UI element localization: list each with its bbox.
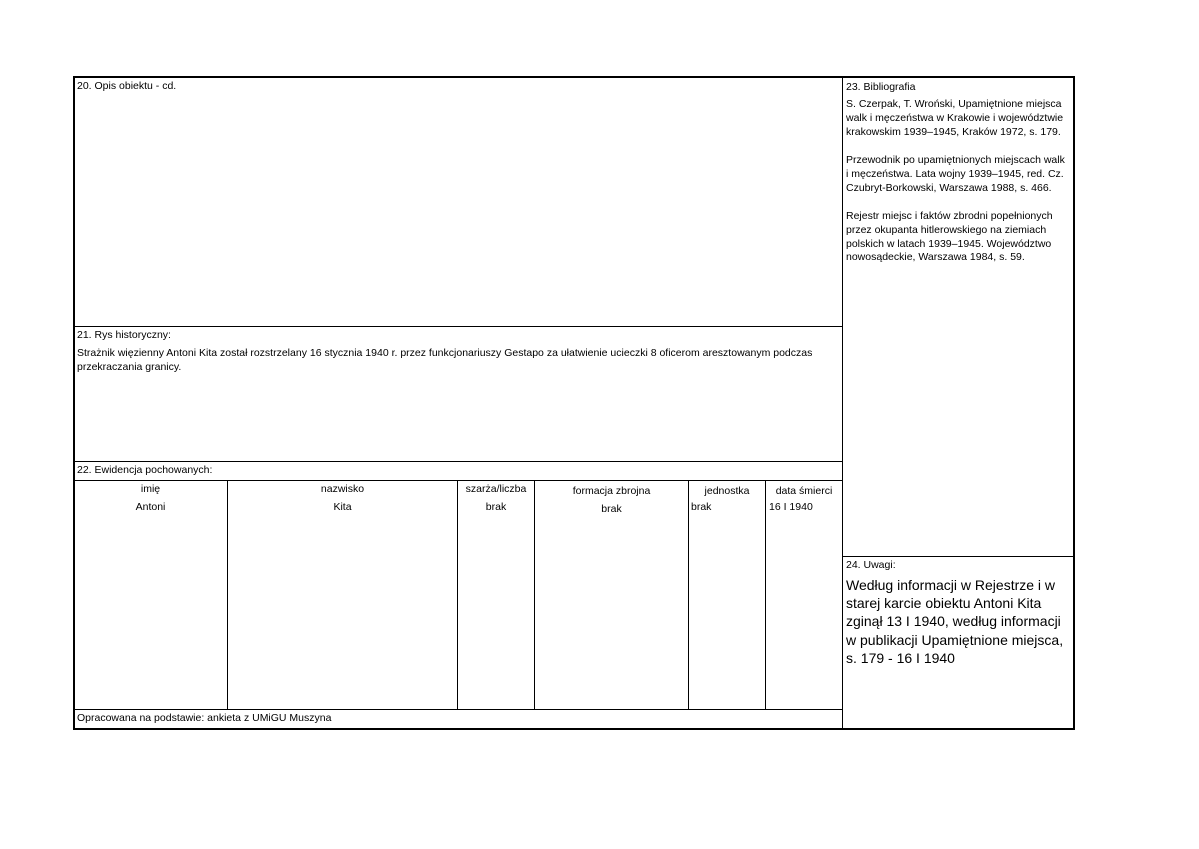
description-section-label: 20. Opis obiektu - cd. [77, 80, 177, 92]
column-header-first-name: imię [140, 483, 161, 495]
cell-death-date: 16 I 1940 [769, 501, 813, 513]
bibliography-entry: S. Czerpak, T. Wroński, Upamiętnione miejsca walk i męczeństwa w Krakowie i województwie krakowskim 1939–1945, Kraków 1972, s. 179. [846, 98, 1064, 138]
bibliography-section-label: 23. Bibliografia [846, 81, 916, 93]
burials-section-label: 22. Ewidencja pochowanych: [77, 464, 213, 476]
burials-table-bottom-line [73, 709, 843, 710]
bibliography-entry: Przewodnik po upamiętnionych miejscach walk i męczeństwa. Lata wojny 1939–1945, red. Cz. Czubryt-Borkowski, Warszawa 1988, s. 466. [846, 154, 1065, 194]
history-burials-divider [73, 461, 843, 462]
column-header-armed-formation: formacja zbrojna [572, 485, 651, 497]
column-header-unit: jednostka [704, 485, 750, 497]
burials-table-top-line [73, 480, 843, 481]
bibliography-remarks-divider [842, 556, 1075, 557]
cell-unit: brak [691, 501, 712, 513]
cell-rank: brak [485, 501, 507, 513]
source-note: Opracowana na podstawie: ankieta z UMiGU Muszyna [77, 712, 332, 724]
cell-armed-formation: brak [601, 503, 622, 515]
remarks-text: Według informacji w Rejestrze i w starej karcie obiektu Antoni Kita zginął 13 I 1940, według informacji w publikacji Upamiętnione miejsca, s. 179 - 16 I 1940 [846, 577, 1064, 666]
remarks-section-label: 24. Uwagi: [846, 559, 896, 571]
history-section-label: 21. Rys historyczny: [77, 329, 171, 341]
description-history-divider [73, 326, 843, 327]
table-col-separator [765, 480, 766, 709]
cell-first-name: Antoni [135, 501, 166, 513]
history-text: Strażnik więzienny Antoni Kita został rozstrzelany 16 stycznia 1940 r. przez funkcjonariuszy Gestapo za ułatwienie ucieczki 8 oficerom aresztowanym podczas przekraczania granicy. [77, 347, 813, 373]
bibliography-entry: Rejestr miejsc i faktów zbrodni popełnionych przez okupanta hitlerowskiego na ziemiach polskich w latach 1939–1945. Województwo nowosądeckie, Warszawa 1984, s. 59. [846, 210, 1053, 264]
cell-last-name: Kita [333, 501, 352, 513]
column-header-death-date: data śmierci [775, 485, 833, 497]
table-col-separator [688, 480, 689, 709]
column-header-rank: szarża/liczba [465, 483, 527, 495]
table-col-separator [457, 480, 458, 709]
column-header-last-name: nazwisko [320, 483, 365, 495]
column-divider [842, 76, 843, 730]
table-col-separator [227, 480, 228, 709]
